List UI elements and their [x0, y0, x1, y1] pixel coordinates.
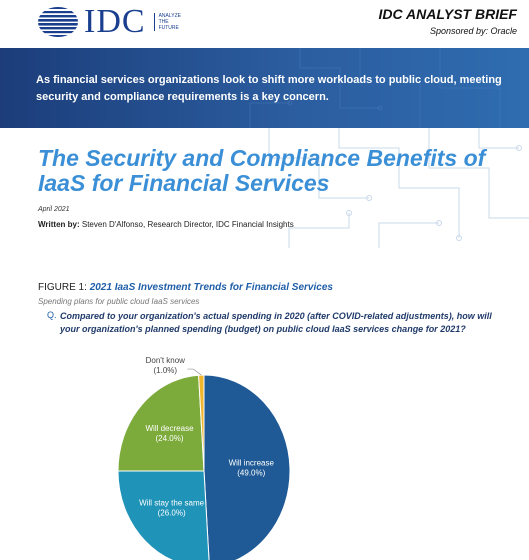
document-title: The Security and Compliance Benefits of IaaS for Financial Services [38, 145, 486, 196]
leader-line [187, 369, 201, 375]
sponsor-line: Sponsored by: Oracle [429, 26, 517, 36]
figure-name: 2021 IaaS Investment Trends for Financial Services [89, 282, 333, 293]
slice-label: Will decrease [145, 423, 194, 433]
slice-value-label: (26.0%) [157, 508, 186, 518]
tagline-line: ANALYZE [158, 13, 181, 19]
tagline-line: FUTURE [158, 25, 179, 31]
slice-label: Don't know [145, 356, 185, 366]
brief-title: IDC ANALYST BRIEF [378, 6, 517, 22]
slice-value-label: (1.0%) [153, 366, 178, 376]
banner-text: As financial services organizations look to shift more workloads to public cloud, meeting security and compliance requirements is a key concern. [36, 74, 502, 103]
figure-subtitle: Spending plans for public cloud IaaS services [38, 297, 200, 306]
figure-number: FIGURE 1: [38, 282, 87, 293]
slice-label: Will stay the same [139, 498, 205, 508]
question-label: Q. [47, 310, 57, 320]
byline-label: Written by: [38, 220, 80, 229]
publication-date: April 2021 [38, 206, 70, 213]
slice-value-label: (49.0%) [237, 468, 266, 478]
slice-value-label: (24.0%) [155, 433, 184, 443]
logo-text: IDC [84, 3, 146, 40]
tagline-line: THE [158, 19, 169, 25]
survey-question: Compared to your organization's actual spending in 2020 (after COVID-related adjustments), how will your organization's planned spending (budget) on public cloud IaaS services change for 2021? [60, 311, 492, 334]
author: Steven D'Alfonso, Research Director, IDC Financial Insights [81, 220, 294, 229]
slice-label: Will increase [228, 458, 274, 468]
